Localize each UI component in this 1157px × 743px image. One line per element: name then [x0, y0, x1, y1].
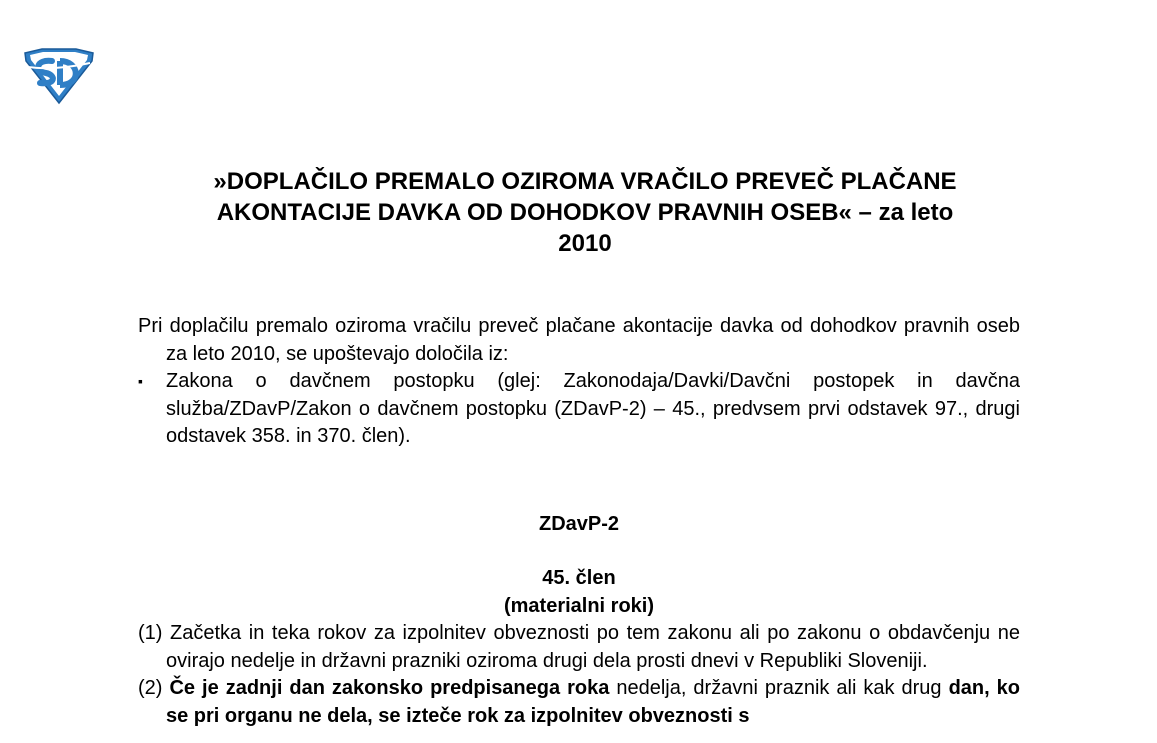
law-name: ZDavP-2	[538, 512, 620, 535]
document-title	[150, 166, 1020, 259]
paragraph-2-normal-1: nedelja, državni praznik ali kak drug	[609, 677, 949, 699]
intro-paragraph: Pri doplačilu premalo oziroma vračilu preveč plačane akontacije davka od dohodkov pravnih oseb za leto 2010, se upoštevajo določila iz:	[138, 315, 1020, 365]
company-logo	[22, 47, 96, 105]
title-line-2: AKONTACIJE DAVKA OD DOHODKOV PRAVNIH OSEB« – za leto	[216, 199, 954, 226]
title-line-1: »DOPLAČILO PREMALO OZIROMA VRAČILO PREVEČ PLAČANE	[213, 168, 957, 195]
paragraph-1: (1) Začetka in teka rokov za izpolnitev obveznosti po tem zakonu ali po zakonu o obdavčenju ne ovirajo nedelje in državni prazniki oziroma drugi dela prosti dnevi v Republiki Sloveniji.	[138, 622, 1020, 672]
title-line-3: 2010	[558, 230, 612, 257]
paragraph-2-bold-1: Če je zadnji dan zakonsko predpisanega roka	[169, 677, 610, 699]
article-subtitle: (materialni roki)	[503, 594, 655, 617]
document-body	[138, 313, 1020, 730]
article-heading: 45. člen	[542, 567, 616, 589]
paragraph-2	[138, 675, 1020, 730]
bullet-text: Zakona o davčnem postopku (glej: Zakonodaja/Davki/Davčni postopek in davčna služba/ZDavP/Zakon o davčnem postopku (ZDavP-2) – 45., predvsem prvi odstavek 97., drugi odstavek 358. in 370. člen).	[166, 370, 1020, 447]
bullet-item	[138, 368, 1020, 451]
bullet-icon: ▪	[138, 373, 143, 389]
paragraph-2-bold-2: dan, ko se pri organu ne dela, se izteče rok za izpolnitev obveznosti s	[166, 677, 1021, 727]
paragraph-2-number: (2)	[138, 677, 170, 699]
